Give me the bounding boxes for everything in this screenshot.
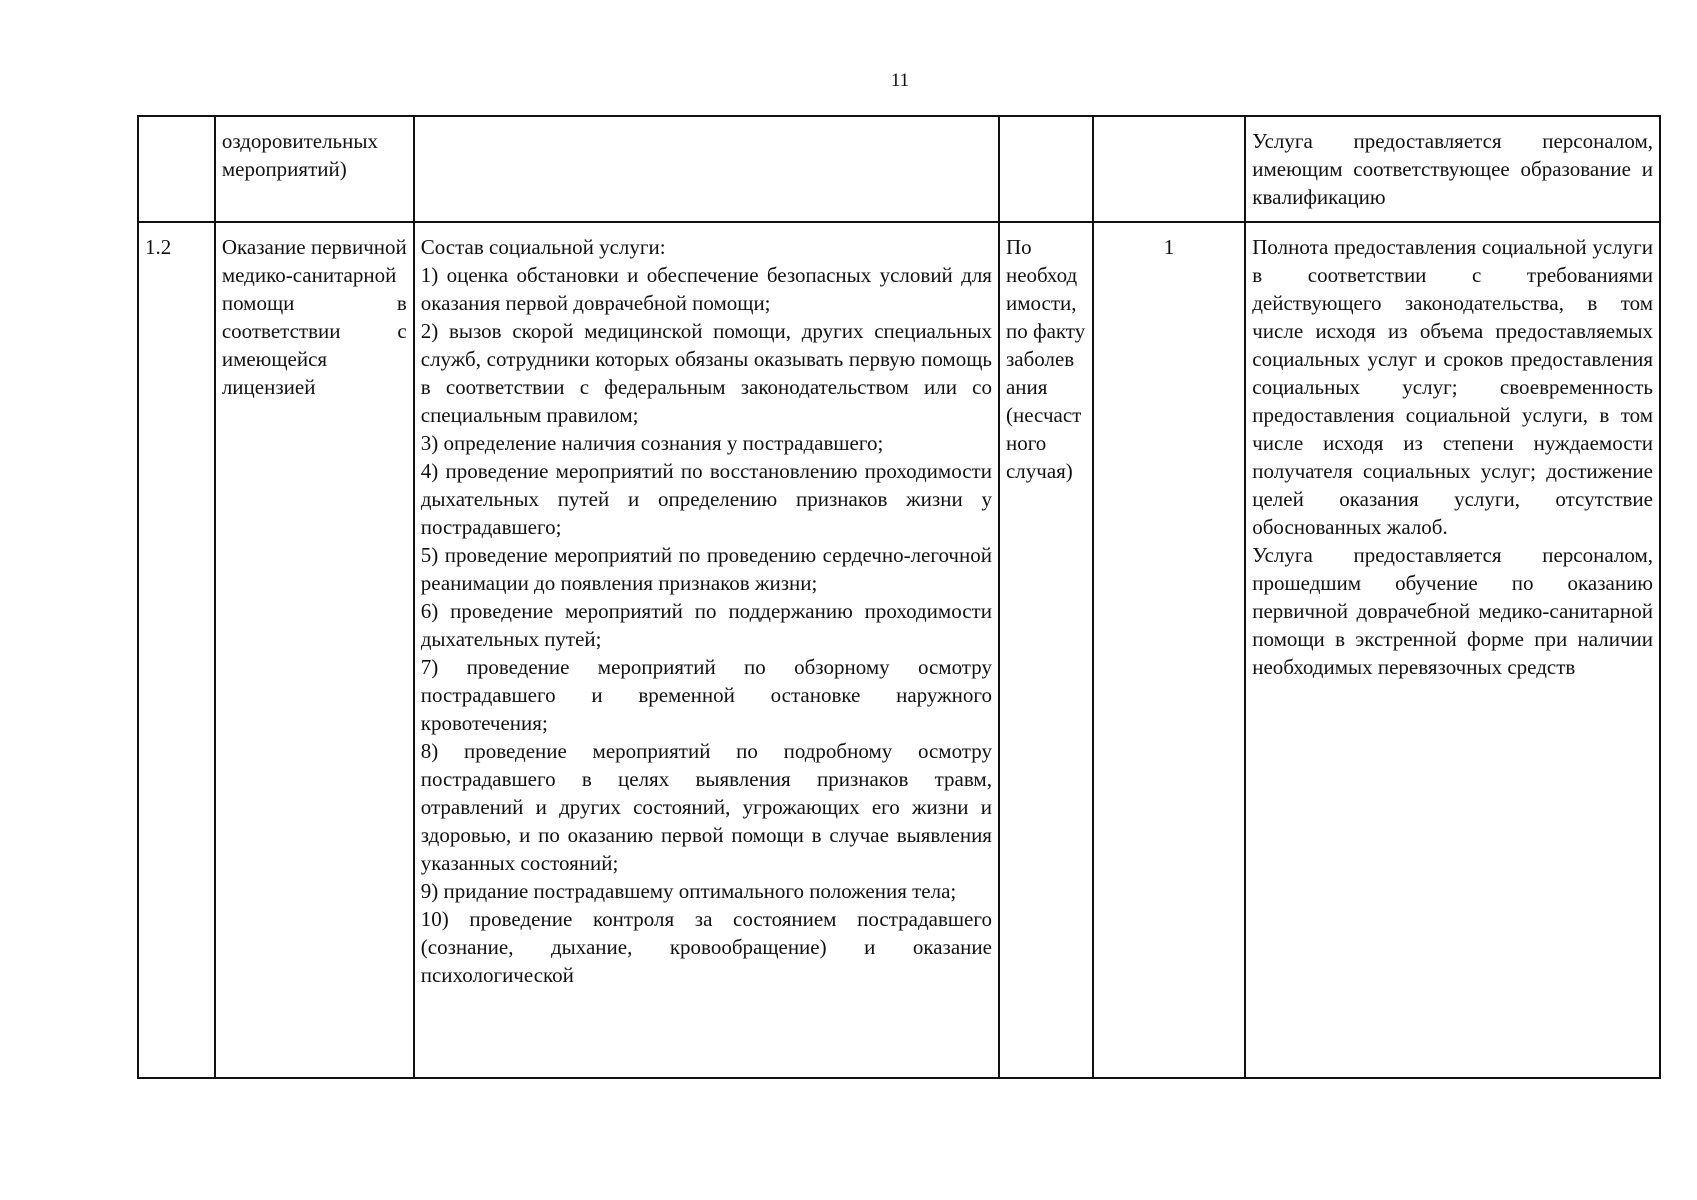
cell-period (999, 116, 1093, 222)
cell-volume: 1 (1093, 222, 1246, 1078)
cell-service-name: оздоровительных мероприятий) (215, 116, 414, 222)
cell-quality (1245, 116, 1660, 222)
content-paragraph: 7) проведение мероприятий по обзорному осмотру пострадавшего и временной остановке наружного кровотечения; (420, 655, 992, 735)
cell-volume (1093, 116, 1246, 222)
content-paragraph: 5) проведение мероприятий по проведению сердечно-легочной реанимации до появления признаков жизни; (420, 543, 992, 595)
content-paragraph: 1) оценка обстановки и обеспечение безопасных условий для оказания первой доврачебной помощи; (420, 263, 992, 315)
quality-paragraph: Услуга предоставляется персоналом, прошедшим обучение по оказанию первичной доврачебной медико-санитарной помощи в экстренной форме при наличии необходимых перевязочных средств (1252, 543, 1653, 679)
services-table (137, 115, 1661, 1079)
cell-number (138, 116, 215, 222)
cell-service-content (414, 222, 999, 1078)
table-row (138, 222, 1660, 1078)
cell-quality (1245, 222, 1660, 1078)
content-paragraph: 6) проведение мероприятий по поддержанию проходимости дыхательных путей; (420, 599, 992, 651)
page-number: 11 (890, 70, 910, 91)
content-paragraph: 2) вызов скорой медицинской помощи, других специальных служб, сотрудники которых обязаны оказывать первую помощь в соответствии с федеральным законодательством или со специальным правилом; (420, 319, 992, 427)
content-paragraph: 3) определение наличия сознания у пострадавшего; (420, 431, 884, 455)
table-row (138, 116, 1660, 222)
cell-service-content (414, 116, 999, 222)
cell-number: 1.2 (138, 222, 215, 1078)
quality-paragraph: Услуга предоставляется персоналом, имеющим соответствующее образование и квалификацию (1252, 129, 1653, 209)
quality-paragraph: Полнота предоставления социальной услуги в соответствии с требованиями действующего законодательства, в том числе исходя из объема предоставляемых социальных услуг и сроков предоставления социальных услуг; своевременность предоставления социальной услуги, в том числе исходя из степени нуждаемости получателя социальных услуг; достижение целей оказания услуги, отсутствие обоснованных жалоб. (1252, 235, 1653, 539)
content-paragraph: 8) проведение мероприятий по подробному осмотру пострадавшего в целях выявления признаков травм, отравлений и других состояний, угрожающих его жизни и здоровью, и по оказанию первой помощи в случае выявления указанных состояний; (420, 739, 992, 875)
content-paragraph: 9) придание пострадавшему оптимального положения тела; (420, 879, 957, 903)
content-paragraph: 4) проведение мероприятий по восстановлению проходимости дыхательных путей и определению признаков жизни у пострадавшего; (420, 459, 992, 539)
cell-service-name: Оказание первичной медико-санитарной помощи в соответствии с имеющейся лицензией (215, 222, 414, 1078)
cell-period: По необход имости, по факту заболев ания (несчаст ного случая) (999, 222, 1093, 1078)
content-paragraph: 10) проведение контроля за состоянием пострадавшего (сознание, дыхание, кровообращение) и оказание психологической (420, 907, 992, 987)
content-paragraph: Состав социальной услуги: (420, 235, 666, 259)
